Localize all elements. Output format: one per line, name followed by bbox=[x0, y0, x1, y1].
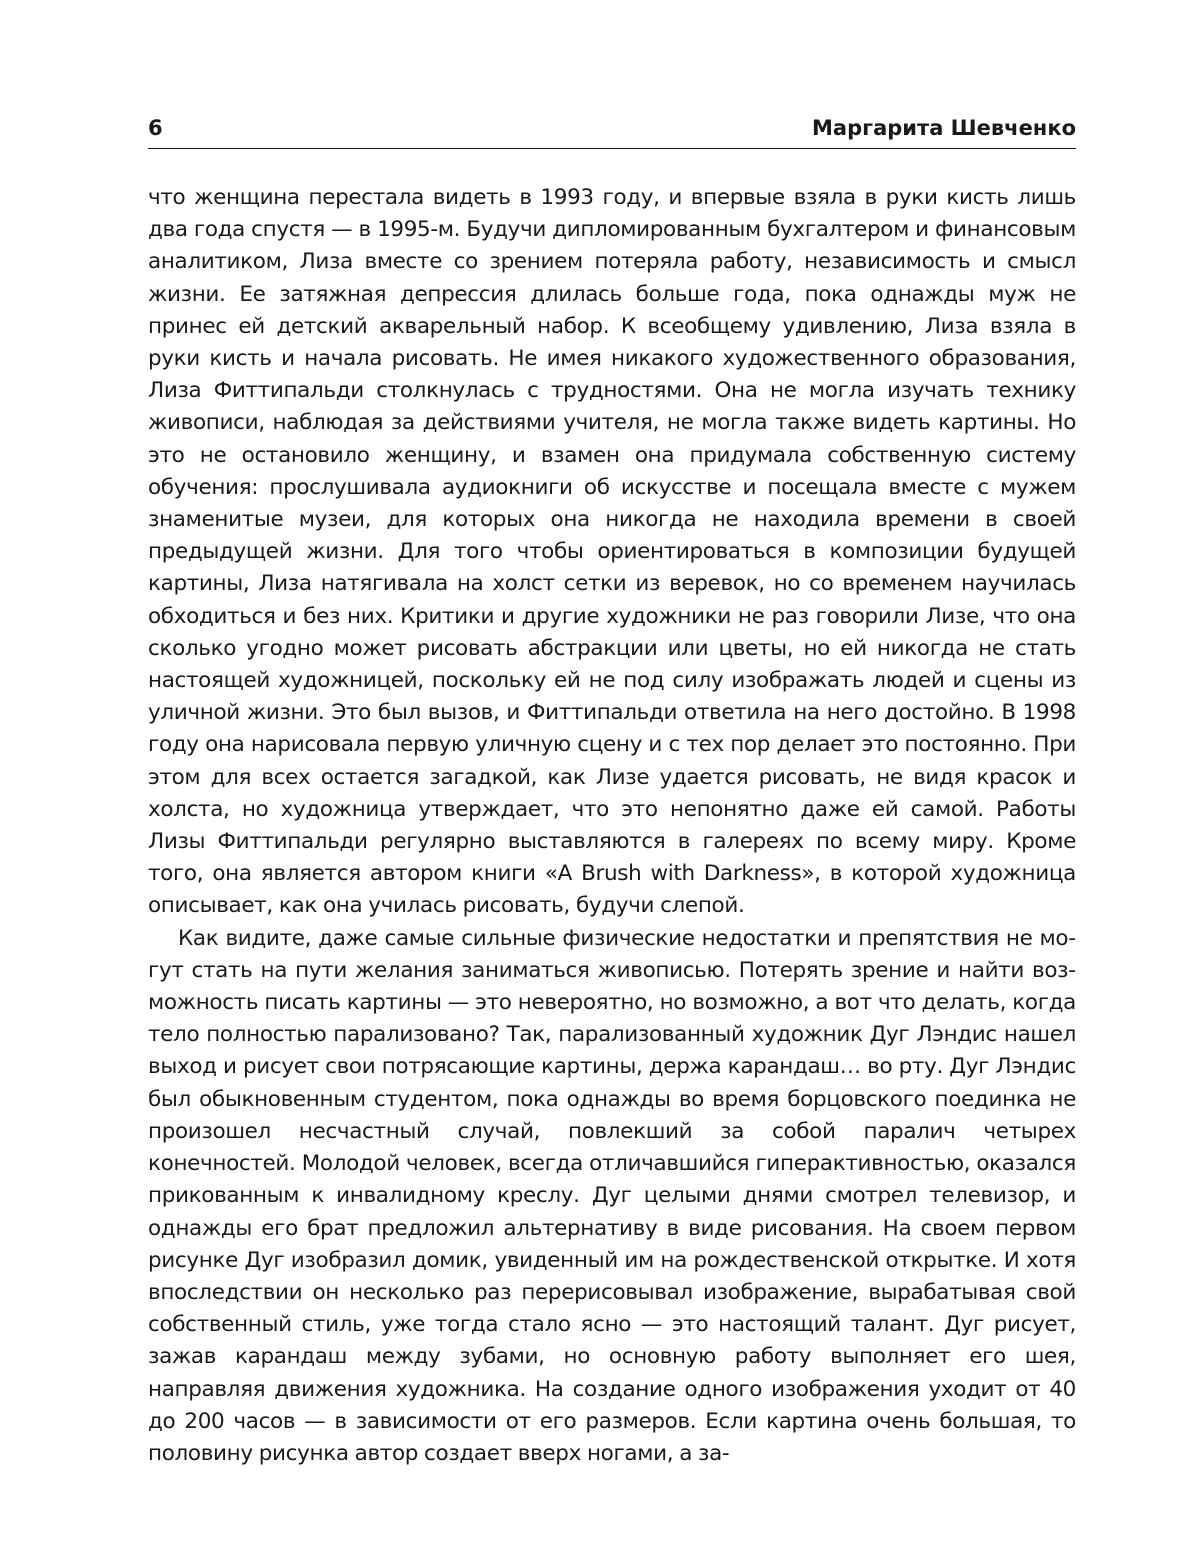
running-title-author: Маргарита Шевченко bbox=[812, 116, 1076, 140]
page-number: 6 bbox=[148, 116, 163, 140]
page-header bbox=[148, 112, 1076, 149]
paragraph-continuation: что женщина перестала видеть в 1993 году, и впервые взяла в руки кисть лишь два года спустя — в 1995-м. Будучи дипломированным бухгалтером и финансовым аналитиком, Лиза вместе со зрением потеряла работу, независимость и смысл жизни. Ее затяжная депрессия длилась больше года, пока однажды муж не принес ей детский акварельный набор. К всеобщему удивлению, Лиза взяла в руки кисть и начала рисовать. Не имея никакого художественного образования, Лиза Фиттипальди столкнулась с трудностями. Она не могла изучать технику живописи, наблюдая за действиями учителя, не могла также видеть картины. Но это не остановило женщину, и взамен она придумала собственную систему обучения: прослушивала аудиокниги об искусстве и посещала вместе с мужем знаменитые музеи, для которых она никогда не находила времени в своей предыдущей жизни. Для того чтобы ориентироваться в композиции будущей картины, Лиза натягивала на холст сетки из веревок, но со временем научилась обходиться и без них. Критики и другие художники не раз говорили Лизе, что она сколько угодно может рисовать абстракции или цветы, но ей никогда не стать настоящей художницей, поскольку ей не под силу изображать людей и сцены из уличной жизни. Это был вызов, и Фиттипальди ответила на него достойно. В 1998 году она нарисовала первую уличную сцену и с тех пор делает это постоянно. При этом для всех остается загадкой, как Лизе удается рисовать, не видя красок и холста, но художница утверждает, что это непонятно даже ей самой. Работы Лизы Фиттипальди регулярно выставляются в галереях по всему миру. Кроме того, она является автором книги «A Brush with Darkness», в которой художница описывает, как она училась рисовать, будучи слепой. bbox=[148, 185, 1076, 919]
body-text bbox=[148, 182, 1076, 1470]
paragraph: Как видите, даже самые сильные физические недостатки и препятствия не могут стать на пути желания заниматься живописью. Потерять зрение и найти возможность писать картины — это невероятно, но возможно, а вот что делать, когда тело полностью парализовано? Так, парализованный художник Дуг Лэндис нашел выход и рисует свои потрясающие картины, держа карандаш… во рту. Дуг Лэндис был обыкновенным студентом, пока однажды во время борцовского поединка не произошел несчастный случай, повлекший за собой паралич четырех конечностей. Молодой человек, всегда отличавшийся гиперактивностью, оказался прикованным к инвалидному креслу. Дуг целыми днями смотрел телевизор, и однажды его брат предложил альтернативу в виде рисования. На своем первом рисунке Дуг изобразил домик, увиденный им на рождественской открытке. И хотя впоследствии он несколько раз перерисовывал изображение, вырабатывая свой собственный стиль, уже тогда стало ясно — это настоящий талант. Дуг рисует, зажав карандаш между зубами, но основную работу выполняет его шея, направляя движения художника. На создание одного изображения уходит от 40 до 200 часов — в зависимости от его размеров. Если картина очень большая, то половину рисунка автор создает вверх ногами, а за- bbox=[148, 925, 1076, 1466]
